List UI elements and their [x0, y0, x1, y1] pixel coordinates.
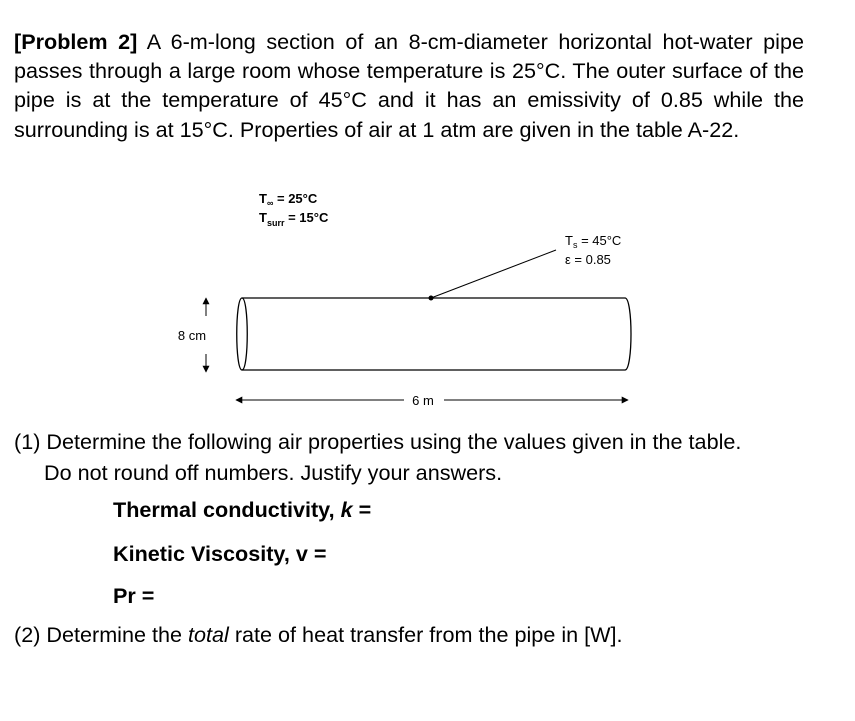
question-2-emphasis: total: [188, 622, 229, 647]
pipe-end-ellipse: [242, 298, 247, 370]
kinetic-viscosity-prompt: Kinetic Viscosity, v =: [113, 541, 327, 566]
length-label: 6 m: [412, 393, 434, 408]
question-1-line-1: (1) Determine the following air properties using the values given in the table.: [14, 429, 742, 454]
t-surr-label: $T_{surr} = 15^\circ C$: [259, 210, 329, 228]
question-2: (2) Determine the total rate of heat transfer from the pipe in [W].: [14, 622, 623, 647]
problem-text: A 6-m-long section of an 8-cm-diameter horizontal hot-water pipe passes through a large room whose temperature is 25°C. The outer surface of the pipe is at the temperature of 45°C and it has an emissivity of 0.85 while the surrounding is at 15°C. Properties of air at 1 atm are given in the table A-22.: [14, 29, 804, 142]
question-1-line-2: Do not round off numbers. Justify your answers.: [44, 460, 503, 485]
t-infinity-label: $T_\infty = 25^\circ C$: [259, 191, 318, 208]
question-1: [14, 426, 824, 488]
diameter-label: 8 cm: [177, 328, 207, 343]
prandtl-number-prompt: Pr =: [113, 583, 155, 608]
pipe-body: [237, 298, 631, 370]
surface-leader-line: [431, 250, 556, 298]
problem-label: [Problem 2]: [14, 29, 138, 54]
emissivity-label: ε = 0.85: [565, 252, 611, 267]
surface-temp-label: $T_s = 45^\circ C$: [565, 233, 622, 250]
thermal-conductivity-prompt: Thermal conductivity, k =: [113, 497, 372, 522]
